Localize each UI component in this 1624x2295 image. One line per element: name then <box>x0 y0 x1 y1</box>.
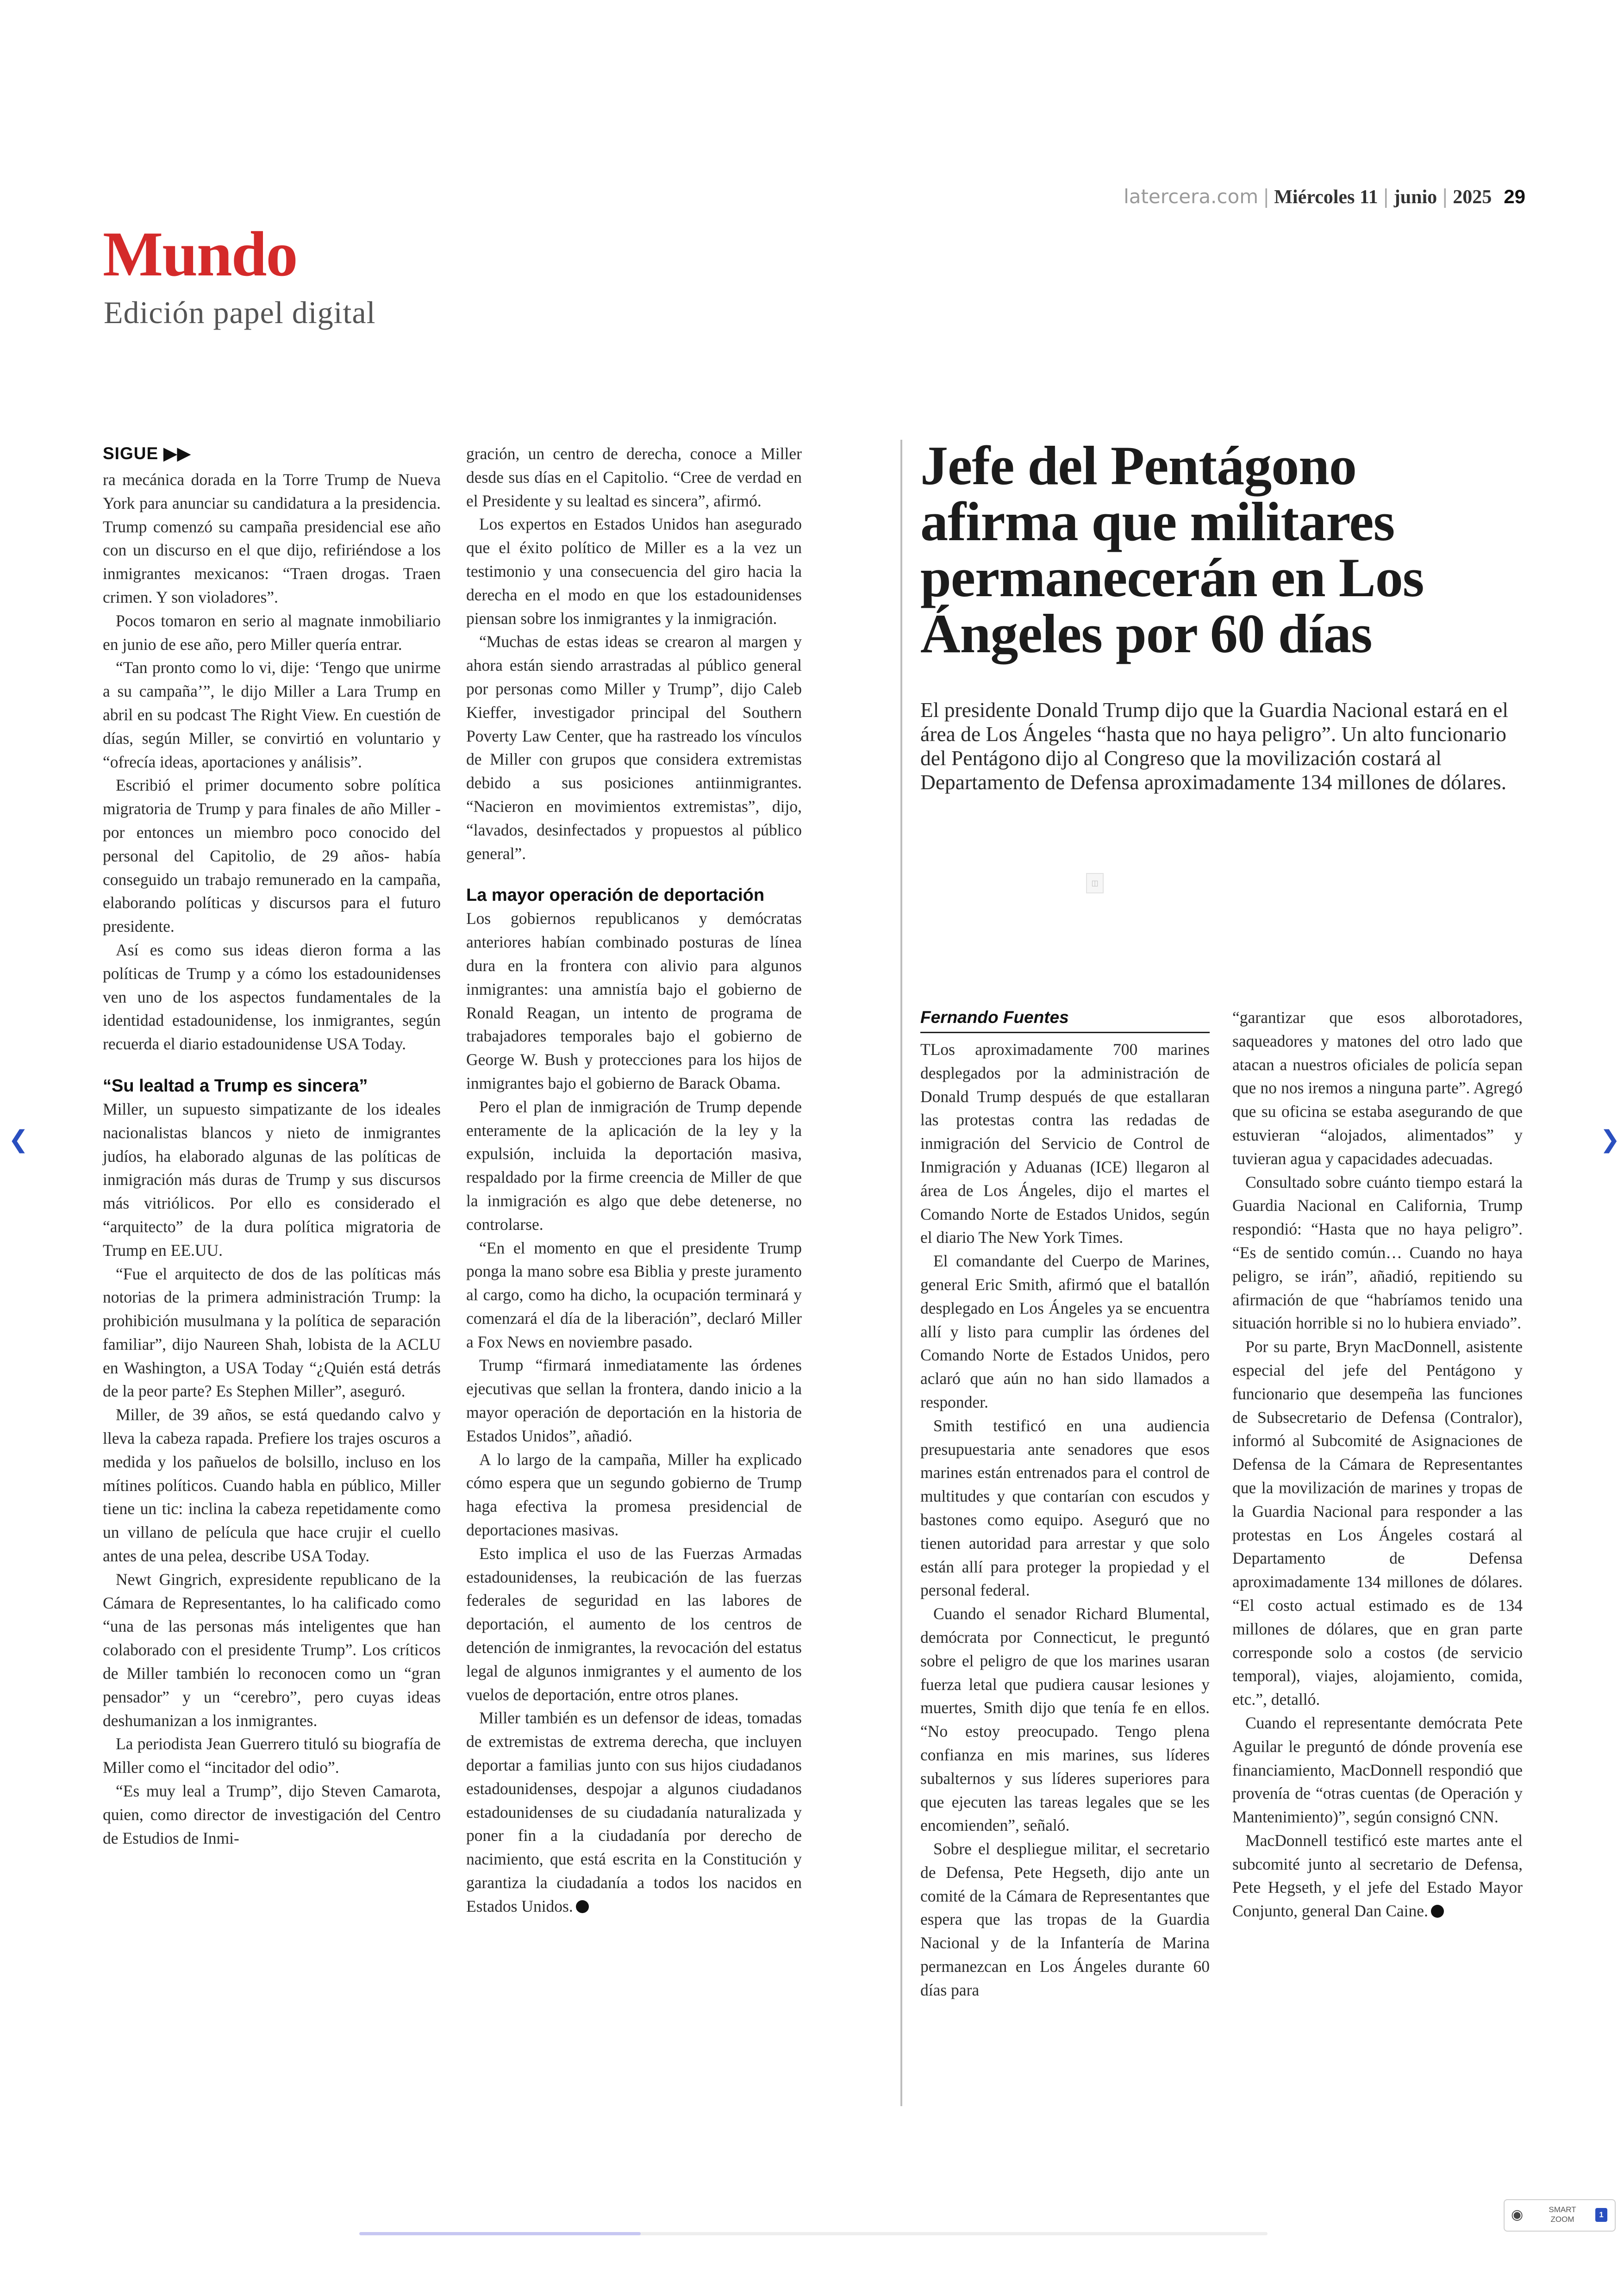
story2-deck: El presidente Donald Trump dijo que la Guardia Nacional estará en el área de Los Ángeles “hasta que no haya peligro”. Un alto funcionario del Pentágono dijo al Congreso que la movilización costará al Departamento de Defensa aproximadamente 134 millones de dólares. <box>920 698 1508 794</box>
paragraph: “En el momento en que el presidente Trump ponga la mano sobre esa Biblia y preste juramento al cargo, como ha dicho, la ocupación terminará y comenzará el día de la liberación”, declaró Miller a Fox News en noviembre pasado. <box>466 1238 802 1351</box>
story2-column-1 <box>920 1006 1210 2002</box>
paragraph: “garantizar que esos alborotadores, saqueadores y matones del otro lado que atacan a nuestros oficiales de policía sepan que no nos iremos a ninguna parte”. Agregó que su oficina se estaba asegurando de que estuvieran “alojados, alimentados” y tuvieran agua y capacidades adecuadas. <box>1232 1008 1523 1168</box>
paragraph: A lo largo de la campaña, Miller ha explicado cómo espera que un segundo gobierno de Trump haga efectiva la promesa presidencial de deportaciones masivas. <box>466 1450 802 1540</box>
paragraph: “Muchas de estas ideas se crearon al margen y ahora están siendo arrastradas al público general por personas como Miller y Trump”, dijo Caleb Kieffer, investigador principal del Southern Poverty Law Center, que ha rastreado los vínculos de Miller con grupos que considera extremistas debido a sus posiciones antiinmigrantes. “Nacieron en movimientos extremistas”, dijo, “lavados, desinfectados y propuestos al público general”. <box>466 632 802 863</box>
column-divider <box>900 440 902 2106</box>
paragraph: Consultado sobre cuánto tiempo estará la Guardia Nacional en California, Trump respondió: “Hasta que no haya peligro”. “Es de sentido común… Cuando no haya peligro, se irán”, añadió, repitiendo su afirmación de que “habríamos tenido una situación horrible si no lo hubiera enviado”. <box>1232 1172 1523 1333</box>
paragraph: Los gobiernos republicanos y demócratas anteriores habían combinado posturas de línea dura en la frontera con alivio para algunos inmigrantes: una amnistía bajo el gobierno de Ronald Reagan, un intento de programa de trabajadores temporales bajo el gobierno de George W. Bush y protecciones para los hijos de inmigrantes bajo el gobierno de Barack Obama. <box>466 909 802 1092</box>
smart-zoom-label: SMART ZOOM <box>1549 2205 1576 2224</box>
paragraph: “Es muy leal a Trump”, dijo Steven Camarota, quien, como director de investigación del Centro de Estudios de Inmi- <box>103 1782 441 1847</box>
end-mark-icon <box>576 1900 589 1913</box>
page-header: latercera.com | Miércoles 11 | junio | 2025 29 <box>1124 185 1525 208</box>
subheading: La mayor operación de deportación <box>466 886 765 905</box>
paragraph: Cuando el senador Richard Blumental, demócrata por Connecticut, le preguntó sobre el peligro de que los marines usaran fuerza letal que pudiera causar lesiones y muertes, Smith dijo que tenía fe en ellos. “No estoy preocupado. Tengo plena confianza en mis marines, sus líderes subalternos y sus líderes superiores para que ejecuten las tareas legales que se les encomienden”, señaló. <box>920 1604 1210 1835</box>
paragraph: Pero el plan de inmigración de Trump depende enteramente de la aplicación de la ley y la expulsión, incluida la deportación masiva, respaldado por la firme creencia de Miller de que la inmigración es algo que debe detenerse, no controlarse. <box>466 1097 802 1234</box>
story2-headline: Jefe del Pentágono afirma que militares permanecerán en Los Ángeles por 60 días <box>920 435 1424 664</box>
header-month: junio <box>1393 187 1437 208</box>
zoom-page-badge: 1 <box>1595 2208 1607 2222</box>
chevron-left-icon[interactable]: ❮ <box>8 1126 29 1154</box>
header-day: Miércoles 11 <box>1274 187 1378 208</box>
sigue-label: SIGUE ▶▶ <box>103 444 191 463</box>
reading-progress-bar[interactable] <box>359 2232 1268 2235</box>
smart-zoom-button[interactable] <box>1504 2199 1616 2232</box>
header-year: 2025 <box>1453 187 1492 208</box>
paragraph: Sobre el despliegue militar, el secretario de Defensa, Pete Hegseth, dijo ante un comité de la Cámara de Representantes que espera que las tropas de la Guardia Nacional y de la Infantería de Marina permanezcan en Los Ángeles durante 60 días para <box>920 1840 1210 1999</box>
image-placeholder-icon: ◫ <box>1086 873 1104 893</box>
eye-icon: ◉ <box>1511 2207 1524 2222</box>
paragraph: ra mecánica dorada en la Torre Trump de Nueva York para anunciar su candidatura a la presidencia. Trump comenzó su campaña presidencial ese año con un discurso en el que dijo, refiriéndose a los inmigrantes mexicanos: “Traen drogas. Traen crimen. Y son violadores”. <box>103 470 441 606</box>
section-subtitle: Edición papel digital <box>104 295 376 330</box>
paragraph: Trump “firmará inmediatamente las órdenes ejecutivas que sellan la frontera, dando inicio a la mayor operación de deportación en la historia de Estados Unidos”, añadió. <box>466 1356 802 1445</box>
paragraph: Cuando el representante demócrata Pete Aguilar le preguntó de dónde provenía ese financiamiento, MacDonnell respondió que provenía de “otras cuentas (de Operación y Mantenimiento)”, según consignó CNN. <box>1232 1713 1523 1827</box>
paragraph: MacDonnell testificó este martes ante el subcomité junto al secretario de Defensa, Pete Hegseth, y el jefe del Estado Mayor Conjunto, general Dan Caine. <box>1232 1831 1523 1921</box>
section-title: Mundo <box>103 218 297 289</box>
paragraph: Así es como sus ideas dieron forma a las políticas de Trump y a cómo los estadounidenses ven uno de los aspectos fundamentales de la identidad estadounidense, los inmigrantes, según recuerda el diario estadounidense USA Today. <box>103 940 441 1054</box>
paragraph: Los expertos en Estados Unidos han asegurado que el éxito político de Miller es a la vez un testimonio y una consecuencia del giro hacia la derecha en el modo en que los estadounidenses piensan sobre los inmigrantes y la inmigración. <box>466 515 802 628</box>
subheading: “Su lealtad a Trump es sincera” <box>103 1076 368 1096</box>
paragraph: gración, un centro de derecha, conoce a Miller desde sus días en el Capitolio. “Cree de verdad en el Presidente y su lealtad es sincera”, afirmó. <box>466 444 802 510</box>
story1-column-1 <box>103 442 441 1850</box>
end-mark-icon <box>1431 1905 1444 1918</box>
paragraph: Por su parte, Bryn MacDonnell, asistente especial del jefe del Pentágono y funcionario que desempeña las funciones de Subsecretario de Defensa (Contralor), informó al Subcomité de Asignaciones de Defensa de la Cámara de Representantes que la movilización de marines y tropas de la Guardia Nacional para responder a las protestas en Los Ángeles costará al Departamento de Defensa aproximadamente 134 millones de dólares. “El costo actual estimado es de 134 millones de dólares, que en gran parte corresponde solo a costos (de servicio temporal), viajes, alojamiento, comida, etc.”, detalló. <box>1232 1337 1523 1709</box>
paragraph: Miller, un supuesto simpatizante de los ideales nacionalistas blancos y nieto de inmigrantes judíos, ha elaborado algunas de las políticas de inmigración más duras de Trump y sus discursos más vitriólicos. Por ello es considerado el “arquitecto” de la dura política migratoria de Trump en EE.UU. <box>103 1099 441 1260</box>
chevron-right-icon[interactable]: ❯ <box>1600 1126 1620 1154</box>
page-number: 29 <box>1504 186 1525 207</box>
paragraph: La periodista Jean Guerrero tituló su biografía de Miller como el “incitador del odio”. <box>103 1734 441 1777</box>
paragraph: “Fue el arquitecto de dos de las políticas más notorias de la primera administración Trump: la prohibición musulmana y la política de separación familiar”, dijo Naureen Shah, lobista de la ACLU en Washington, a USA Today “¿Quién está detrás de la peor parte? Es Stephen Miller”, aseguró. <box>103 1264 441 1401</box>
paragraph: “Tan pronto como lo vi, dije: ‘Tengo que unirme a su campaña’”, le dijo Miller a Lara Trump en abril en su podcast The Right View. En cuestión de días, según Miller, se convirtió en voluntario y “ofrecía ideas, aportaciones y análisis”. <box>103 658 441 771</box>
paragraph: Miller, de 39 años, se está quedando calvo y lleva la cabeza rapada. Prefiere los trajes oscuros a medida y los pañuelos de bolsillo, incluso en los mítines políticos. Cuando habla en público, Miller tiene un tic: inclina la cabeza repetidamente como un villano de película que hace crujir el cuello antes de una pelea, describe USA Today. <box>103 1405 441 1565</box>
paragraph: Escribió el primer documento sobre política migratoria de Trump y para finales de año Miller -por entonces un miembro poco conocido del personal del Capitolio, de 29 años- había conseguido un trabajo remunerado en la campaña, elaborando políticas y discursos para el futuro presidente. <box>103 776 441 936</box>
paragraph: Miller también es un defensor de ideas, tomadas de extremistas de extrema derecha, que incluyen deportar a familias junto con sus hijos ciudadanos estadounidenses, despojar a algunos ciudadanos estadounidenses de su ciudadanía naturalizada y poner fin a la ciudadanía por derecho de nacimiento, que está escrita en la Constitución y garantiza la ciudadanía a todos los nacidos en Estados Unidos. <box>466 1709 802 1915</box>
site-name: latercera.com <box>1124 185 1259 208</box>
story1-column-2 <box>466 442 802 1918</box>
paragraph: El comandante del Cuerpo de Marines, general Eric Smith, afirmó que el batallón desplegado en Los Ángeles ya se encuentra allí y listo para cumplir las órdenes del Comando Norte de Estados Unidos, pero aclaró que aún no han sido llamados a responder. <box>920 1252 1210 1411</box>
paragraph: Pocos tomaron en serio al magnate inmobiliario en junio de ese año, pero Miller quería entrar. <box>103 611 441 654</box>
story2-column-2 <box>1232 1006 1523 1923</box>
paragraph: Smith testificó en una audiencia presupuestaria ante senadores que esos marines están entrenados para el control de multitudes y que contarían con escudos y bastones como equipo. Aseguró que no tienen autoridad para arrestar y que solo están allí para proteger la propiedad y el personal federal. <box>920 1416 1210 1600</box>
reading-progress-fill <box>359 2232 641 2235</box>
paragraph: Newt Gingrich, expresidente republicano de la Cámara de Representantes, lo ha calificado como “una de las personas más inteligentes que han colaborado con el presidente Trump”. Los críticos de Miller también lo reconocen como un “gran pensador” y un “cerebro”, pero cuyas ideas deshumanizan a los inmigrantes. <box>103 1570 441 1730</box>
paragraph: Esto implica el uso de las Fuerzas Armadas estadounidenses, la reubicación de las fuerzas federales de seguridad en las labores de deportación, el aumento de los centros de detención de inmigrantes, la revocación del estatus legal de algunos inmigrantes y el aumento de los vuelos de deportación, entre otros planes. <box>466 1544 802 1704</box>
paragraph: TLos aproximadamente 700 marines desplegados por la administración de Donald Trump después de que estallaran las protestas contra las redadas de inmigración del Servicio de Control de Inmigración y Aduanas (ICE) llegaron al área de Los Ángeles, dijo el martes el Comando Norte de Estados Unidos, según el diario The New York Times. <box>920 1040 1210 1247</box>
byline: Fernando Fuentes <box>920 1006 1210 1033</box>
